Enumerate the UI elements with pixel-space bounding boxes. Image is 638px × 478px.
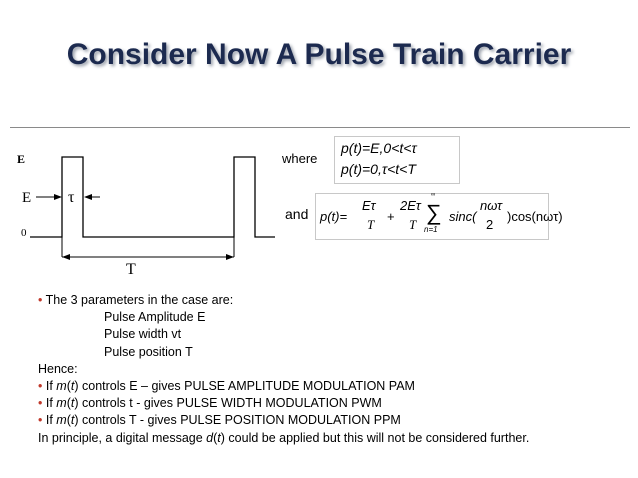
principle-t: t xyxy=(217,430,221,445)
bullet-dot: • xyxy=(38,413,46,428)
fourier-series-equation xyxy=(315,192,563,240)
param-amplitude: Pulse Amplitude E xyxy=(104,310,206,325)
zero-level-label: 0 xyxy=(21,227,27,239)
eq2-sigma: ∑ xyxy=(426,200,442,225)
param-width: Pulse width vt xyxy=(104,327,182,342)
pam-t: t xyxy=(70,379,75,394)
principle-text-b: could be applied but this will not be considered further. xyxy=(224,430,530,445)
ppm-line: • If m(t) controls T - gives PULSE POSITION MODULATION PPM xyxy=(38,413,401,428)
pam-line: • If m(t) controls E – gives PULSE AMPLITUDE MODULATION PAM xyxy=(38,379,415,394)
principle-d: d xyxy=(206,430,214,445)
width-arrowhead xyxy=(84,194,92,200)
amplitude-label: E xyxy=(22,190,32,206)
principle-line: In principle, a digital message d(t) could be applied but this will not be considered further. xyxy=(38,430,530,445)
slide-title: Consider Now A Pulse Train Carrier xyxy=(66,38,572,71)
ppm-t: t xyxy=(70,413,75,428)
piecewise-equation xyxy=(334,136,460,184)
eq2-denominator-1: T xyxy=(367,217,375,232)
ppm-prefix: If xyxy=(45,413,57,428)
amplitude-arrowhead xyxy=(54,194,62,200)
parameter-list xyxy=(38,292,529,447)
pulse-train-diagram xyxy=(0,130,280,280)
eq2-sum-upper: ∞ xyxy=(431,192,436,198)
ppm-m: m xyxy=(56,413,67,428)
and-label: and xyxy=(285,206,309,222)
param-position: Pulse position T xyxy=(104,344,193,359)
equation-line-1: p(t)=E,0<t<τ xyxy=(341,140,417,156)
ppm-text: controls T - gives PULSE POSITION MODULATION PPM xyxy=(78,413,401,428)
eq2-denominator-2: T xyxy=(409,217,417,232)
bullet-dot: • xyxy=(38,396,46,411)
pwm-t: t xyxy=(70,396,75,411)
hence-line: Hence: xyxy=(38,361,78,376)
where-label: where xyxy=(282,151,318,166)
pam-text: controls E – gives PULSE AMPLITUDE MODULATION PAM xyxy=(78,379,415,394)
equation-line-2: p(t)=0,τ<t<T xyxy=(341,161,416,177)
period-arrowhead-right xyxy=(226,254,234,260)
pwm-prefix: If xyxy=(45,396,57,411)
period-arrowhead-left xyxy=(62,254,70,260)
pulse-width-label: τ xyxy=(68,189,75,206)
pwm-line: • If m(t) controls t - gives PULSE WIDTH MODULATION PWM xyxy=(38,396,382,411)
bullet-dot: • xyxy=(38,293,46,307)
eq2-sinc: sinc( xyxy=(449,209,477,224)
eq2-cos: )cos(nωτ) xyxy=(507,209,563,224)
eq2-inner-numerator: nωτ xyxy=(480,198,502,213)
period-label: T xyxy=(126,261,136,278)
bullet-dot: • xyxy=(38,379,46,394)
intro-text: The 3 parameters in the case are: xyxy=(45,293,234,307)
pam-prefix: If xyxy=(45,379,57,394)
pwm-text: controls t - gives PULSE WIDTH MODULATION PWM xyxy=(78,396,382,411)
top-divider xyxy=(10,127,630,128)
pulse-waveform xyxy=(30,157,275,237)
amplitude-axis-label: E xyxy=(17,152,26,166)
eq2-numerator-2: 2Eτ xyxy=(400,198,421,213)
intro-line xyxy=(38,292,529,309)
eq2-sum-lower: n=1 xyxy=(424,225,438,234)
eq2-inner-denominator: 2 xyxy=(486,217,494,232)
pam-m: m xyxy=(56,379,67,394)
principle-text-a: In principle, a digital message xyxy=(38,430,207,445)
eq2-numerator-1: Eτ xyxy=(362,198,376,213)
pwm-m: m xyxy=(56,396,67,411)
eq2-plus: + xyxy=(387,209,395,224)
eq2-lhs: p(t)= xyxy=(320,209,348,224)
